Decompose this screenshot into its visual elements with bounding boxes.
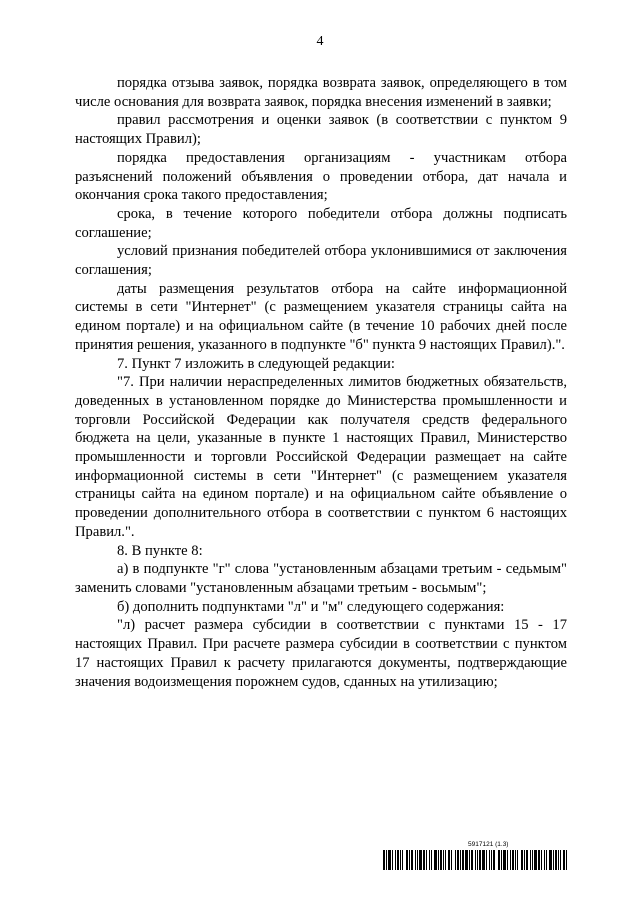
document-code: 5917121 (1.3): [468, 841, 509, 848]
paragraph: 8. В пункте 8:: [117, 542, 203, 559]
paragraph: а) в подпункте "г" слова "установленным абзацами третьим - седьмым" заменить словами "установленным абзацами третьим - восьмым";: [75, 561, 567, 596]
paragraph: правил рассмотрения и оценки заявок (в соответствии с пунктом 9 настоящих Правил);: [75, 112, 567, 148]
document-body: [75, 74, 567, 691]
paragraph: условий признания победителей отбора уклонившимися от заключения соглашения;: [75, 243, 567, 279]
paragraph: б) дополнить подпунктами "л" и "м" следующего содержания:: [117, 598, 505, 615]
paragraph: 7. Пункт 7 изложить в следующей редакции:: [117, 355, 395, 372]
paragraph: срока, в течение которого победители отбора должны подписать соглашение;: [75, 205, 567, 241]
paragraph: "л) расчет размера субсидии в соответствии с пунктами 15 - 17 настоящих Правил. При расчете размера субсидии в соответствии с пунктом 17 настоящих Правил к расчету прилагаются документы, подтверждающие значения водоизмещения порожнем судов, сданных на утилизацию;: [75, 617, 567, 690]
paragraph: "7. При наличии нераспределенных лимитов бюджетных обязательств, доведенных в установленном порядке до Министерства промышленности и торговли Российской Федерации как получателя средств федерального бюджета на цели, указанные в пункте 1 настоящих Правил, Министерство промышленности и торговли Российской Федерации размещает на сайте информационной системы в сети "Интернет" (с размещением указателя страницы сайта на едином портале) и на официальном сайте объявление о проведении дополнительного отбора в соответствии с пунктом 6 настоящих Правил.".: [75, 374, 567, 540]
paragraph: порядка предоставления организациям - участникам отбора разъяснений положений объявления о проведении отбора, дат начала и окончания срока такого предоставления;: [75, 149, 567, 204]
page-number: 4: [316, 34, 324, 49]
barcode-image: [383, 850, 569, 870]
paragraph: даты размещения результатов отбора на сайте информационной системы в сети "Интернет" (с размещением указателя страницы сайта на едином портале) и на официальном сайте (в течение 10 рабочих дней после принятия решения, указанного в подпункте "б" пункта 9 настоящих Правил).".: [75, 280, 567, 353]
paragraph: порядка отзыва заявок, порядка возврата заявок, определяющего в том числе основания для возврата заявок, порядка внесения изменений в заявки;: [75, 75, 567, 110]
